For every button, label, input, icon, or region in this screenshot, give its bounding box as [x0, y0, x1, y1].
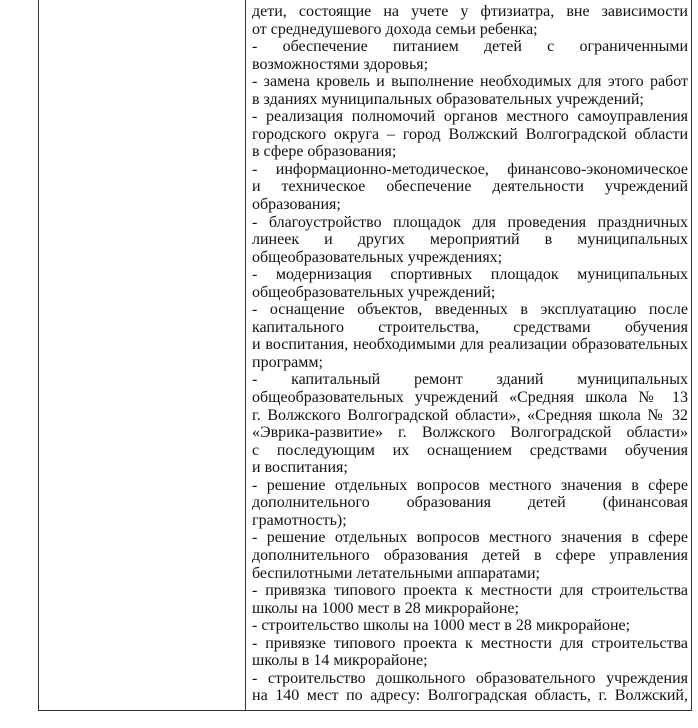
text-line: - капитальный ремонт зданий муниципальных	[252, 371, 688, 389]
text-line: в зданиях муниципальных образовательных учреждений;	[252, 90, 644, 108]
text-line: - замена кровель и выполнение необходимых для этого работ	[252, 73, 688, 91]
text-line: школы на 1000 мест в 28 микрорайоне;	[252, 599, 519, 617]
text-line: общеобразовательных учреждениях;	[252, 248, 503, 266]
text-line: - оснащение объектов, введенных в эксплуатацию после	[252, 301, 688, 319]
text-line: дополнительного образования детей (финансовая	[252, 494, 688, 512]
text-line: г. Волжского Волгоградской области», «Средняя школа № 32	[252, 406, 688, 424]
text-line: - привязка типового проекта к местности для строительства	[252, 582, 688, 600]
text-line: - информационно-методическое, финансово-экономическое	[252, 160, 688, 178]
text-line: с последующим их оснащением средствами обучения	[252, 441, 688, 459]
text-line: школы в 14 микрорайоне;	[252, 652, 428, 670]
table-cell-activities	[252, 3, 688, 705]
text-line: «Эврика-развитие» г. Волжского Волгоградской области»	[252, 424, 688, 442]
text-line: на 140 мест по адресу: Волгоградская область, г. Волжский,	[252, 687, 688, 705]
text-line: - строительство школы на 1000 мест в 28 микрорайоне;	[252, 617, 631, 635]
text-line: - обеспечение питанием детей с ограниченными	[252, 38, 688, 56]
text-line: в сфере образования;	[252, 143, 397, 161]
text-line: и воспитания;	[252, 459, 348, 477]
text-line: общеобразовательных учреждений «Средняя школа № 13	[252, 389, 688, 407]
text-line: возможностями здоровья;	[252, 55, 429, 73]
text-line: городского округа – город Волжский Волгоградской области	[252, 125, 688, 143]
text-line: дополнительного образования детей в сфере управления	[252, 546, 688, 564]
text-line: и воспитания, необходимыми для реализации образовательных	[252, 336, 688, 354]
text-line: от среднедушевого дохода семьи ребенка;	[252, 20, 538, 38]
text-line: общеобразовательных учреждений;	[252, 283, 496, 301]
column-divider	[245, 0, 246, 710]
text-line: - решение отдельных вопросов местного значения в сфере	[252, 476, 688, 494]
text-line: беспилотными летательными аппаратами;	[252, 564, 540, 582]
text-line: капитального строительства, средствами обучения	[252, 318, 688, 336]
text-line: - реализация полномочий органов местного самоуправления	[252, 108, 688, 126]
text-line: - благоустройство площадок для проведения праздничных	[252, 213, 688, 231]
text-line: линеек и других мероприятий в муниципальных	[252, 231, 688, 249]
text-line: - решение отдельных вопросов местного значения в сфере	[252, 529, 688, 547]
text-line: дети, состоящие на учете у фтизиатра, вне зависимости	[252, 3, 688, 20]
text-line: - строительство дошкольного образовательного учреждения	[252, 669, 688, 687]
text-line: - модернизация спортивных площадок муниципальных	[252, 266, 688, 284]
text-line: образования;	[252, 196, 341, 214]
text-line: и техническое обеспечение деятельности учреждений	[252, 178, 688, 196]
text-line: - привязке типового проекта к местности для строительства	[252, 634, 688, 652]
text-line: грамотность);	[252, 511, 347, 529]
text-line: программ;	[252, 353, 323, 371]
